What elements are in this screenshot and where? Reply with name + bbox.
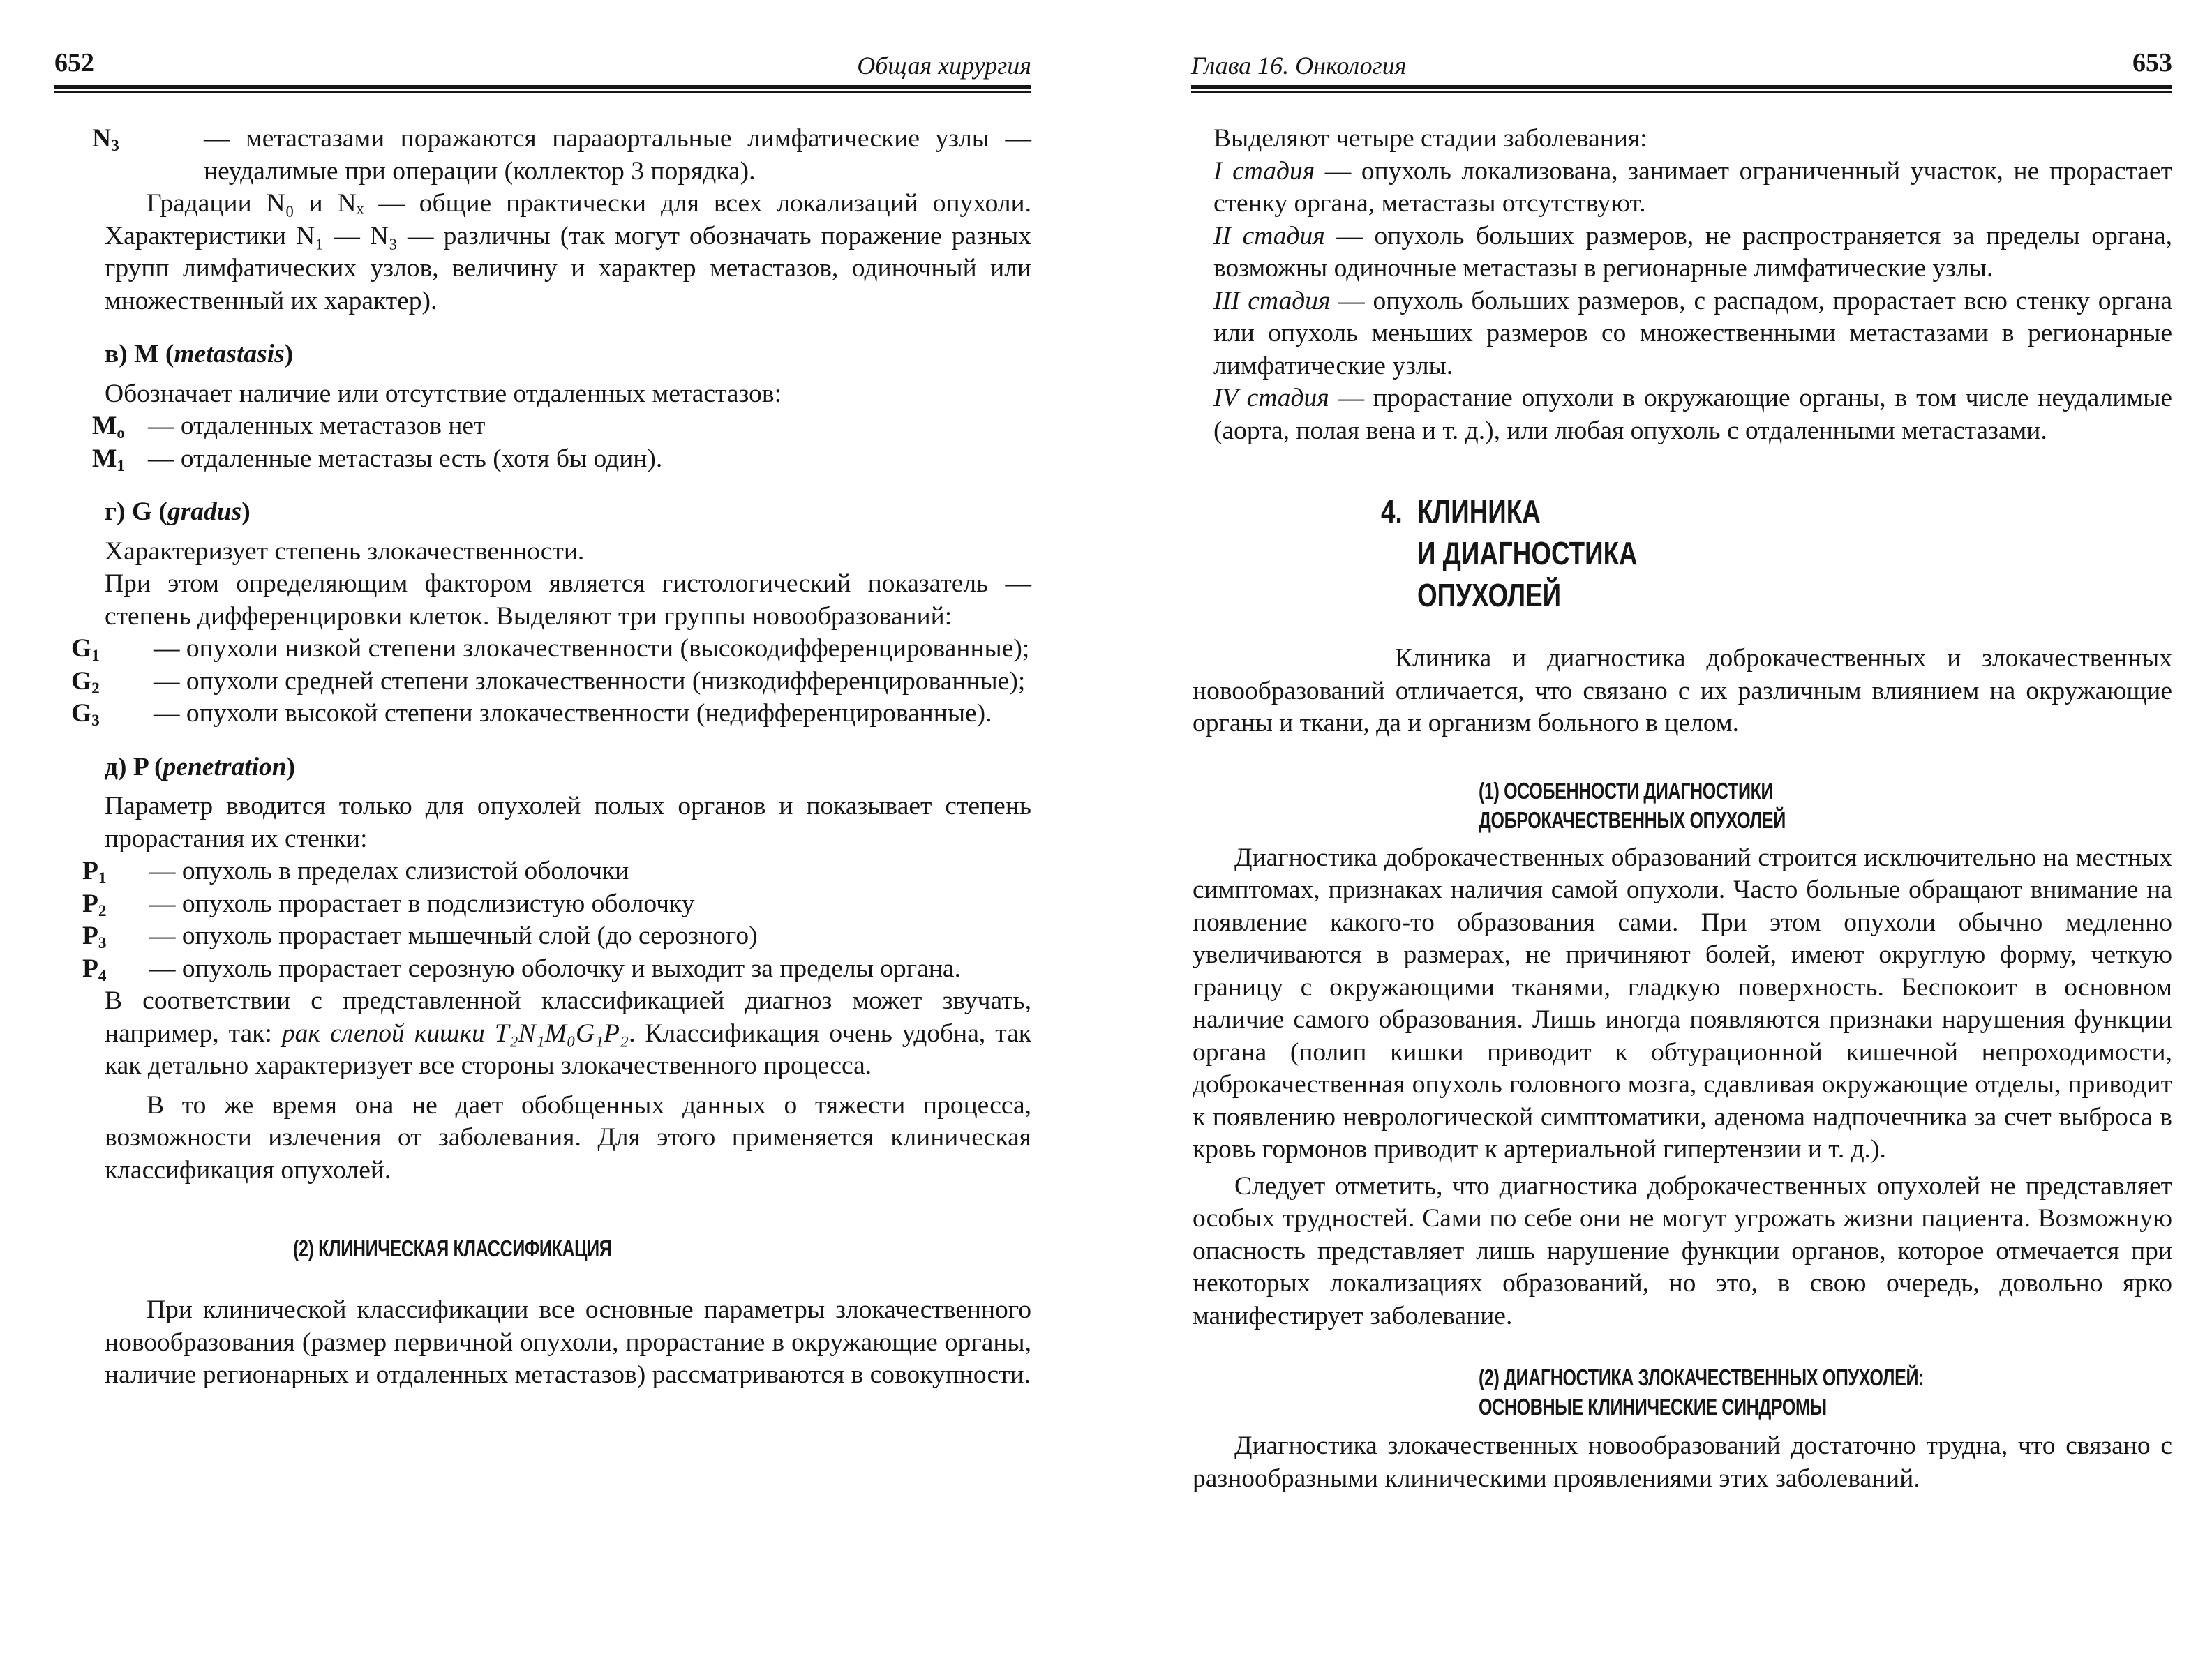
m-intro: Обозначает наличие или отсутствие отдаленных метастазов: bbox=[105, 379, 782, 408]
definition-text: — опухоли высокой степени злокачественности (недифференцированные). bbox=[154, 699, 992, 728]
g-intro: Характеризует степень злокачественности. bbox=[105, 536, 585, 566]
section-g-heading: г) G (gradus) bbox=[105, 497, 251, 526]
g-paragraph: При этом определяющим фактором является гистологический показатель — степень дифференцировки клеток. Выделяют три группы новообразований: bbox=[105, 569, 1031, 631]
right-page-number: 653 bbox=[2132, 48, 2172, 77]
clinic-intro-paragraph: Клиника и диагностика доброкачественных и злокачественных новообразований отличается, что связано с их различным влиянием на окружающие органы и ткани, да и организм больного в целом. bbox=[1193, 644, 2172, 737]
benign-heading-line-1: (1) ОСОБЕННОСТИ ДИАГНОСТИКИ bbox=[1479, 777, 1774, 804]
clinical-classification-heading: (2) КЛИНИЧЕСКАЯ КЛАССИФИКАЦИЯ bbox=[293, 1235, 612, 1261]
left-column bbox=[71, 123, 1032, 1392]
malignant-heading-line-1: (2) ДИАГНОСТИКА ЗЛОКАЧЕСТВЕННЫХ ОПУХОЛЕЙ: bbox=[1479, 1365, 1925, 1390]
right-header-rule-thin bbox=[1191, 91, 2172, 93]
definition-text: — опухоль в пределах слизистой оболочки bbox=[149, 857, 629, 885]
left-running-title: Общая хирургия bbox=[857, 52, 1031, 80]
p-item-0: $P_1$ — опухоль в пределах слизистой оболочки bbox=[105, 855, 1031, 888]
p-item-2: $P_3$ — опухоль прорастает мышечный слой (до серозного) bbox=[105, 920, 1031, 953]
right-column bbox=[1193, 123, 2172, 1495]
stage-1: I стадия — опухоль локализована, занимает ограниченный участок, не прорастает стенку органа, метастазы отсутствуют. bbox=[1213, 156, 2172, 218]
right-page-header bbox=[1191, 47, 2172, 89]
p-item-1: $P_2$ — опухоль прорастает в подслизистую оболочку bbox=[105, 888, 1031, 921]
m-item-0: $M_o$ — отдаленных метастазов нет bbox=[105, 410, 1031, 443]
definition-text: — отдаленные метастазы есть (хотя бы один). bbox=[148, 444, 663, 473]
section-title: КЛИНИКА И ДИАГНОСТИКА ОПУХОЛЕЙ bbox=[1417, 493, 1638, 613]
g-item-2: $G_3$ — опухоли высокой степени злокачественности (недифференцированные). bbox=[105, 698, 1031, 730]
stage-2: II стадия — опухоль больших размеров, не распространяется за пределы органа, возможны одиночные метастазы в регионарные лимфатические узлы. bbox=[1213, 221, 2173, 283]
g-item-1: $G_2$ — опухоли средней степени злокачественности (низкодифференцированные); bbox=[105, 666, 1031, 698]
benign-paragraph-2: Следует отметить, что диагностика доброкачественных опухолей не представляет особых трудностей. Сами по себе они не могут угрожать жизни пациента. Возможную опасность представляет лишь нарушение функции органов, которое отмечается при некоторых локализациях образований, но это, в свою очередь, довольно ярко манифестирует заболевание. bbox=[1193, 1171, 2172, 1330]
g-item-0: $G_1$ — опухоли низкой степени злокачественности (высокодифференцированные); bbox=[105, 633, 1031, 666]
definition-text: — опухоль прорастает мышечный слой (до серозного) bbox=[149, 922, 758, 950]
definition-text: — опухоль прорастает серозную оболочку и выходит за пределы органа. bbox=[149, 954, 961, 983]
clinical-paragraph: При клинической классификации все основные параметры злокачественного новообразования (размер первичной опухоли, прорастание в окружающие органы, наличие регионарных и отдаленных метастазов) рассматриваются в совокупности. bbox=[105, 1295, 1031, 1389]
malignant-paragraph-1: Диагностика злокачественных новообразований достаточно трудна, что связано с разнообразными клиническими проявлениями этих заболеваний. bbox=[1193, 1432, 2172, 1493]
definition-text: — отдаленных метастазов нет bbox=[148, 412, 486, 440]
benign-heading-line-2: ДОБРОКАЧЕСТВЕННЫХ ОПУХОЛЕЙ bbox=[1479, 806, 1786, 833]
right-page bbox=[1106, 0, 2212, 1668]
right-header-rule-thick bbox=[1191, 85, 2172, 89]
right-running-title: Глава 16. Онкология bbox=[1191, 52, 1407, 80]
definition-text: — метастазами поражаются парааортальные лимфатические узлы — неудалимые при операции (коллектор 3 порядка). bbox=[204, 124, 1031, 186]
stages-intro: Выделяют четыре стадии заболевания: bbox=[1213, 124, 1647, 153]
left-page-header bbox=[54, 47, 1031, 89]
stage-4: IV стадия — прорастание опухоли в окружающие органы, в том числе неудалимые (аорта, полая вена и т. д.), или любая опухоль с отдаленными метастазами. bbox=[1213, 384, 2172, 445]
m-item-1: $M_1$ — отдаленные метастазы есть (хотя бы один). bbox=[105, 443, 1031, 476]
section-m-heading: в) M (metastasis) bbox=[105, 340, 294, 368]
definition-text: — опухоли средней степени злокачественности (низкодифференцированные); bbox=[154, 666, 1026, 696]
benign-paragraph-1: Диагностика доброкачественных образований строится исключительно на местных симптомах, признаках наличия самой опухоли. Часто больные обращают внимание на появление какого-то образования сами. При этом опухоли обычно медленно увеличиваются в размерах, не причиняют болей, имеют округлую форму, четкую границу с окружающими тканями, гладкую поверхность. Беспокоит в основном наличие самого образования. Лишь иногда появляются признаки нарушения функции органа (полип кишки приводит к обтурационной кишечной непроходимости, доброкачественная опухоль головного мозга, сдавливая окружающие отделы, приводит к появлению неврологической симптоматики, аденома надпочечника за счет выброса в кровь гормонов приводит к артериальной гипертензии и т. д.). bbox=[1193, 843, 2172, 1164]
section-4-heading bbox=[1193, 490, 2172, 616]
n3-definition: $N_3$ — метастазами поражаются парааортальные лимфатические узлы — неудалимые при операции (коллектор 3 порядка). bbox=[105, 123, 1031, 188]
definition-text: — опухоль прорастает в подслизистую оболочку bbox=[149, 889, 695, 918]
p-intro: Параметр вводится только для опухолей полых органов и показывает степень прорастания их стенки: bbox=[105, 792, 1031, 853]
gradations-paragraph: Градации N₀ и Nₓ — общие практически для всех локализаций опухоли. Характеристики N₁ — N₃ — различны (так могут обозначать поражение разных групп лимфатических узлов, величину и характер метастазов, одиночный или множественный их характер). bbox=[105, 189, 1031, 315]
stage-3: III стадия — опухоль больших размеров, с распадом, прорастает всю стенку органа или опухоль меньших размеров со множественными метастазами в регионарные лимфатические узлы. bbox=[1213, 286, 2172, 380]
section-p-heading: д) P (penetration) bbox=[105, 752, 296, 781]
diagnosis-example-paragraph: В соответствии с представленной классификацией диагноз может звучать, например, так: рак слепой кишки T₂N₁M₀G₁P₂. Классификация очень удобна, так как детально характеризует все стороны злокачественного процесса. bbox=[105, 986, 1032, 1080]
general-paragraph: В то же время она не дает обобщенных данных о тяжести процесса, возможности излечения от заболевания. Для этого применяется клиническая классификация опухолей. bbox=[105, 1090, 1031, 1185]
left-header-rule-thick bbox=[54, 85, 1031, 89]
section-number: 4. bbox=[1381, 493, 1403, 529]
diagnosis-example: рак слепой кишки T₂N₁M₀G₁P₂ bbox=[281, 1019, 629, 1048]
left-page-number: 652 bbox=[54, 48, 94, 77]
left-header-rule-thin bbox=[54, 91, 1031, 93]
malignant-heading-line-2: ОСНОВНЫЕ КЛИНИЧЕСКИЕ СИНДРОМЫ bbox=[1479, 1394, 1827, 1420]
definition-text: — опухоли низкой степени злокачественности (высокодифференцированные); bbox=[154, 634, 1030, 663]
p-item-3: $P_4$ — опухоль прорастает серозную оболочку и выходит за пределы органа. bbox=[105, 953, 1031, 986]
